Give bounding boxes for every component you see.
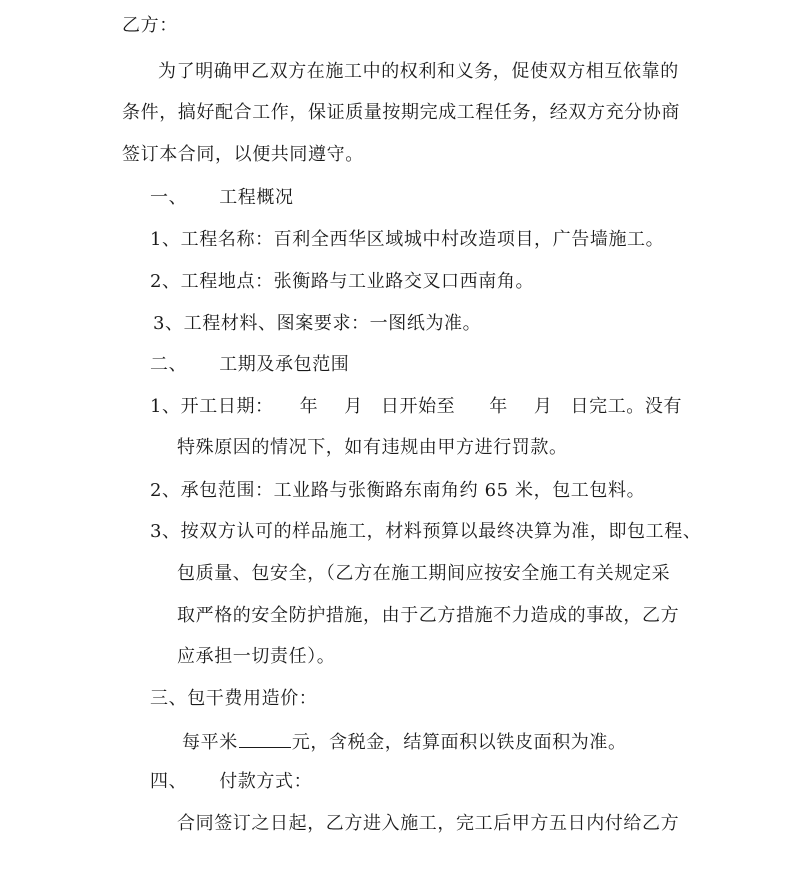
start-month-label: 月	[344, 396, 363, 417]
section-2-item-1	[150, 395, 682, 419]
section-4-title: 付款方式：	[219, 771, 313, 792]
intro-line-3: 签订本合同，以便共同遵守。	[122, 144, 364, 165]
section-4-heading	[150, 770, 312, 794]
end-day-text: 日完工。没有	[570, 396, 683, 417]
section-3-heading: 三、包干费用造价：	[150, 688, 318, 709]
start-year-label: 年	[299, 396, 319, 417]
section-1-title: 工程概况	[219, 187, 294, 208]
start-day-text: 日开始至	[380, 396, 456, 417]
section-3-price	[182, 729, 627, 755]
price-blank-line	[239, 729, 291, 748]
end-year-label: 年	[489, 396, 508, 417]
price-suffix: 元，含税金，结算面积以铁皮面积为准。	[291, 732, 627, 753]
section-1-item-2: 2、工程地点：张衡路与工业路交叉口西南角。	[150, 271, 535, 292]
section-1-number: 一、	[150, 187, 188, 208]
end-month-label: 月	[533, 396, 553, 417]
intro-line-1: 为了明确甲乙双方在施工中的权利和义务，促使双方相互依靠的	[158, 61, 679, 82]
section-2-item-1-cont: 特殊原因的情况下，如有违规由甲方进行罚款。	[177, 437, 568, 458]
section-2-title: 工期及承包范围	[219, 354, 350, 375]
section-2-item-3-line-4: 应承担一切责任）。	[177, 646, 336, 667]
section-2-item-2: 2、承包范围：工业路与张衡路东南角约 65 米，包工包料。	[150, 480, 646, 501]
section-2-item-3-line-1: 3、按双方认可的样品施工，材料预算以最终决算为准，即包工程、	[150, 521, 702, 542]
section-1-item-3: 3、工程材料、图案要求：一图纸为准。	[153, 313, 482, 334]
intro-line-2: 条件，搞好配合工作，保证质量按期完成工程任务，经双方充分协商	[122, 102, 680, 123]
section-4-number: 四、	[150, 771, 188, 792]
section-1-item-1: 1、工程名称：百利全西华区域城中村改造项目，广告墙施工。	[150, 229, 665, 250]
section-2-heading	[150, 353, 349, 377]
price-prefix: 每平米	[182, 732, 238, 753]
section-2-item-3-line-3: 取严格的安全防护措施，由于乙方措施不力造成的事故，乙方	[177, 605, 680, 626]
start-date-label: 1、开工日期：	[150, 396, 274, 417]
section-4-text: 合同签订之日起，乙方进入施工，完工后甲方五日内付给乙方	[177, 813, 680, 834]
section-2-item-3-line-2: 包质量、包安全，（乙方在施工期间应按安全施工有关规定采	[177, 563, 671, 584]
party-b-label: 乙方：	[122, 15, 178, 36]
section-1-heading	[150, 186, 294, 210]
section-2-number: 二、	[150, 354, 188, 375]
